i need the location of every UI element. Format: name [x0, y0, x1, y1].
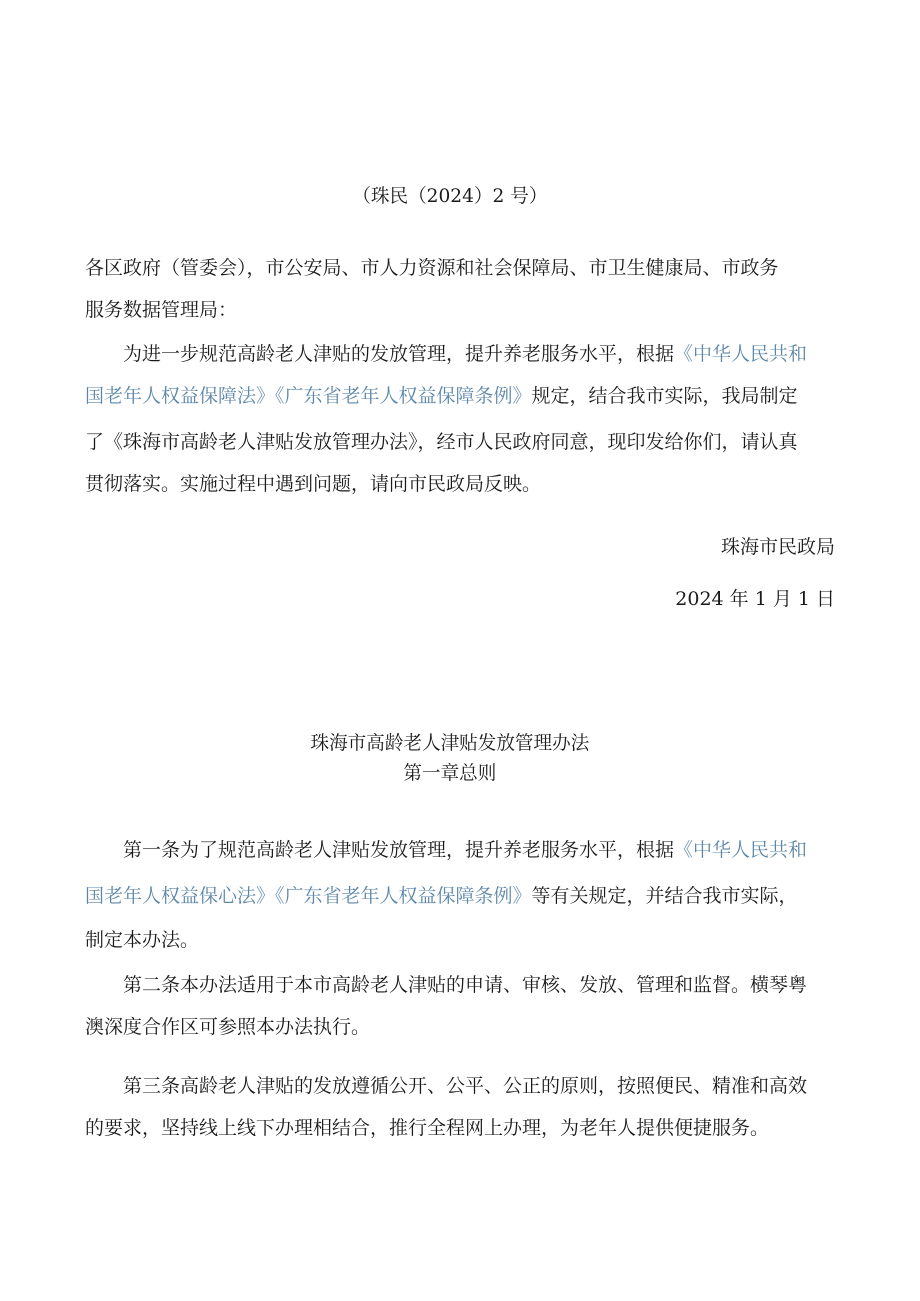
notice-line-3: 了《珠海市高龄老人津贴发放管理办法》，经市人民政府同意，现印发给你们，请认真: [85, 431, 798, 453]
issuer-name: 珠海市民政局: [720, 536, 835, 558]
article-1-line-2: [85, 884, 798, 908]
article-1-line-3: 制定本办法。: [85, 929, 200, 951]
chapter-title: 第一章总则: [403, 762, 497, 784]
recipients-line-2: 服务数据管理局：: [85, 299, 238, 321]
article-text: 第一条为了规范高龄老人津贴发放管理，提升养老服务水平，根据: [123, 839, 675, 861]
notice-text: 为进一步规范高龄老人津贴的发放管理，提升养老服务水平，根据: [123, 343, 675, 365]
notice-line-1: [123, 342, 807, 366]
notice-line-2: [85, 384, 798, 408]
law-link[interactable]: 国老年人权益保障法》《广东省老年人权益保障条例》: [85, 385, 532, 407]
article-2-line-2: 澳深度合作区可参照本办法执行。: [85, 1016, 371, 1038]
law-link[interactable]: 国老年人权益保心法》《广东省老年人权益保障条例》: [85, 885, 532, 907]
rules-title: 珠海市高龄老人津贴发放管理办法: [310, 732, 590, 754]
law-link[interactable]: 《中华人民共和: [674, 839, 808, 861]
notice-line-4: 贯彻落实。实施过程中遇到问题，请向市民政局反映。: [85, 473, 542, 495]
article-3-line-1: 第三条高龄老人津贴的发放遵循公开、公平、公正的原则，按照便民、精准和高效: [123, 1075, 808, 1097]
notice-text: 规定，结合我市实际，我局制定: [531, 385, 798, 407]
article-text: 等有关规定，并结合我市实际，: [531, 885, 798, 907]
issue-date: 2024 年 1 月 1 日: [675, 588, 835, 610]
article-2-line-1: 第二条本办法适用于本市高龄老人津贴的申请、审核、发放、管理和监督。横琴粤: [123, 974, 808, 996]
article-1-line-1: [123, 838, 807, 862]
article-3-line-2: 的要求，坚持线上线下办理相结合，推行全程网上办理，为老年人提供便捷服务。: [85, 1117, 770, 1139]
document-number: （珠民（2024）2 号）: [352, 185, 548, 207]
recipients-line-1: 各区政府（管委会），市公安局、市人力资源和社会保障局、市卫生健康局、市政务: [85, 257, 779, 279]
law-link[interactable]: 《中华人民共和: [674, 343, 808, 365]
